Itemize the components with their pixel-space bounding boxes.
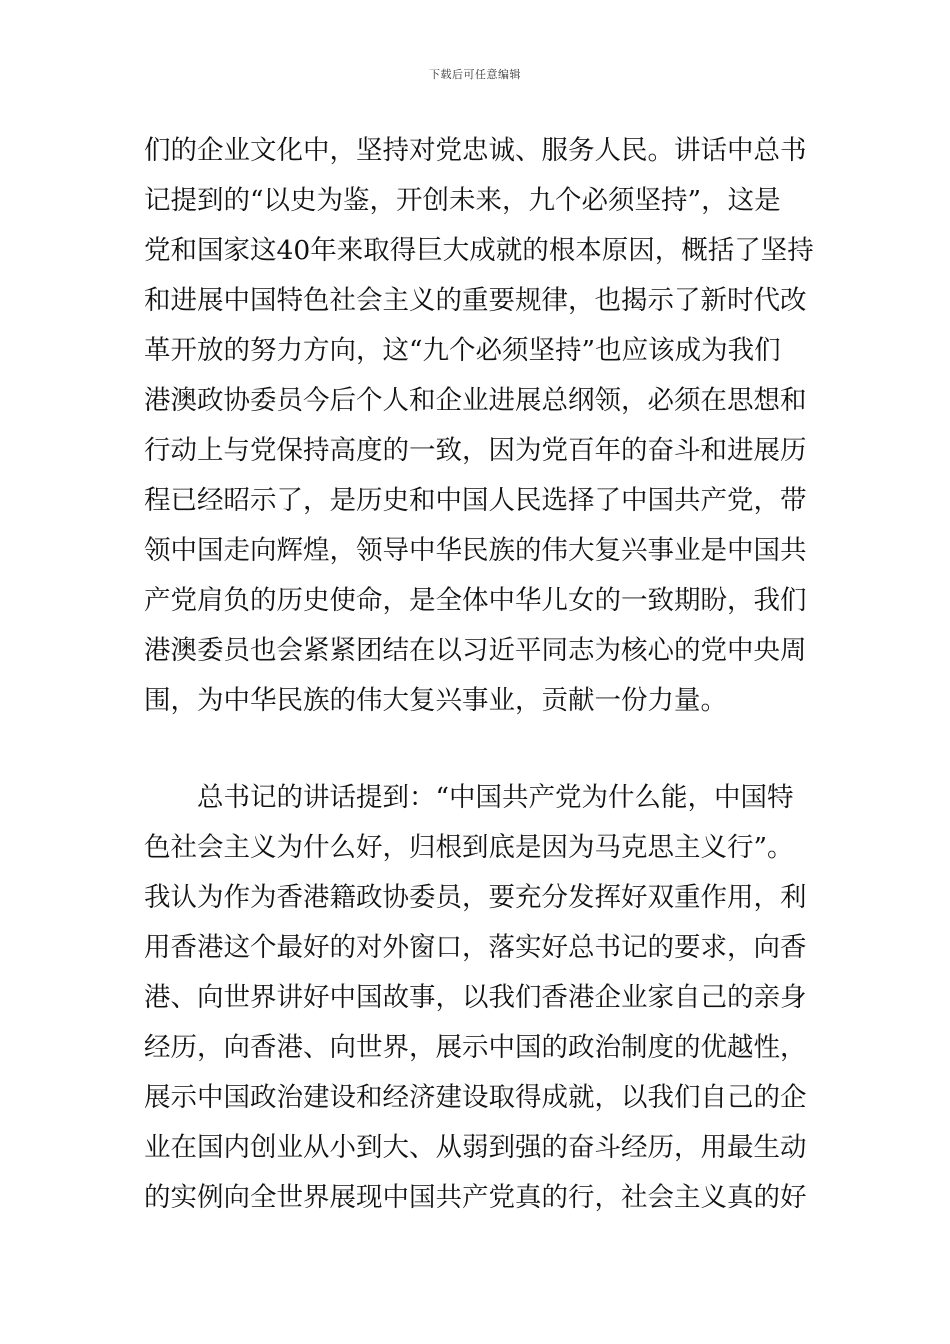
text-line: 行动上与党保持高度的一致，因为党百年的奋斗和进展历 xyxy=(144,435,807,466)
text-line: 程已经昭示了，是历史和中国人民选择了中国共产党，带 xyxy=(144,485,807,516)
text-line: 革开放的努力方向，这“九个必须坚持”也应该成为我们 xyxy=(144,335,781,366)
text-line: 港澳政协委员今后个人和企业进展总纲领，必须在思想和 xyxy=(144,385,807,416)
text-line: 领中国走向辉煌，领导中华民族的伟大复兴事业是中国共 xyxy=(144,535,807,566)
text-line: 我认为作为香港籍政协委员，要充分发挥好双重作用，利 xyxy=(144,882,807,913)
paragraph-1 xyxy=(144,126,814,726)
page-header-note: 下载后可任意编辑 xyxy=(429,68,521,81)
text-line: 用香港这个最好的对外窗口，落实好总书记的要求，向香 xyxy=(144,932,807,963)
text-line: 港、向世界讲好中国故事，以我们香港企业家自己的亲身 xyxy=(144,982,807,1013)
text-line: 展示中国政治建设和经济建设取得成就，以我们自己的企 xyxy=(144,1082,807,1113)
text-line: 总书记的讲话提到：“中国共产党为什么能，中国特 xyxy=(144,782,794,813)
paragraph-2 xyxy=(144,773,806,1223)
text-line: 经历，向香港、向世界，展示中国的政治制度的优越性， xyxy=(144,1032,807,1063)
text-line: 色社会主义为什么好，归根到底是因为马克思主义行”。 xyxy=(144,832,794,863)
text-line: 的实例向全世界展现中国共产党真的行，社会主义真的好 xyxy=(144,1182,807,1213)
text-line: 记提到的“以史为鉴，开创未来，九个必须坚持”，这是 xyxy=(144,185,781,216)
text-line: 们的企业文化中，坚持对党忠诚、服务人民。讲话中总书 xyxy=(144,135,807,166)
text-line: 围，为中华民族的伟大复兴事业，贡献一份力量。 xyxy=(144,685,727,716)
text-line: 党和国家这40年来取得巨大成就的根本原因，概括了坚持 xyxy=(144,235,814,266)
text-line: 港澳委员也会紧紧团结在以习近平同志为核心的党中央周 xyxy=(144,635,807,666)
text-line: 产党肩负的历史使命，是全体中华儿女的一致期盼，我们 xyxy=(144,585,807,616)
text-line: 和进展中国特色社会主义的重要规律，也揭示了新时代改 xyxy=(144,285,807,316)
text-line: 业在国内创业从小到大、从弱到强的奋斗经历，用最生动 xyxy=(144,1132,807,1163)
